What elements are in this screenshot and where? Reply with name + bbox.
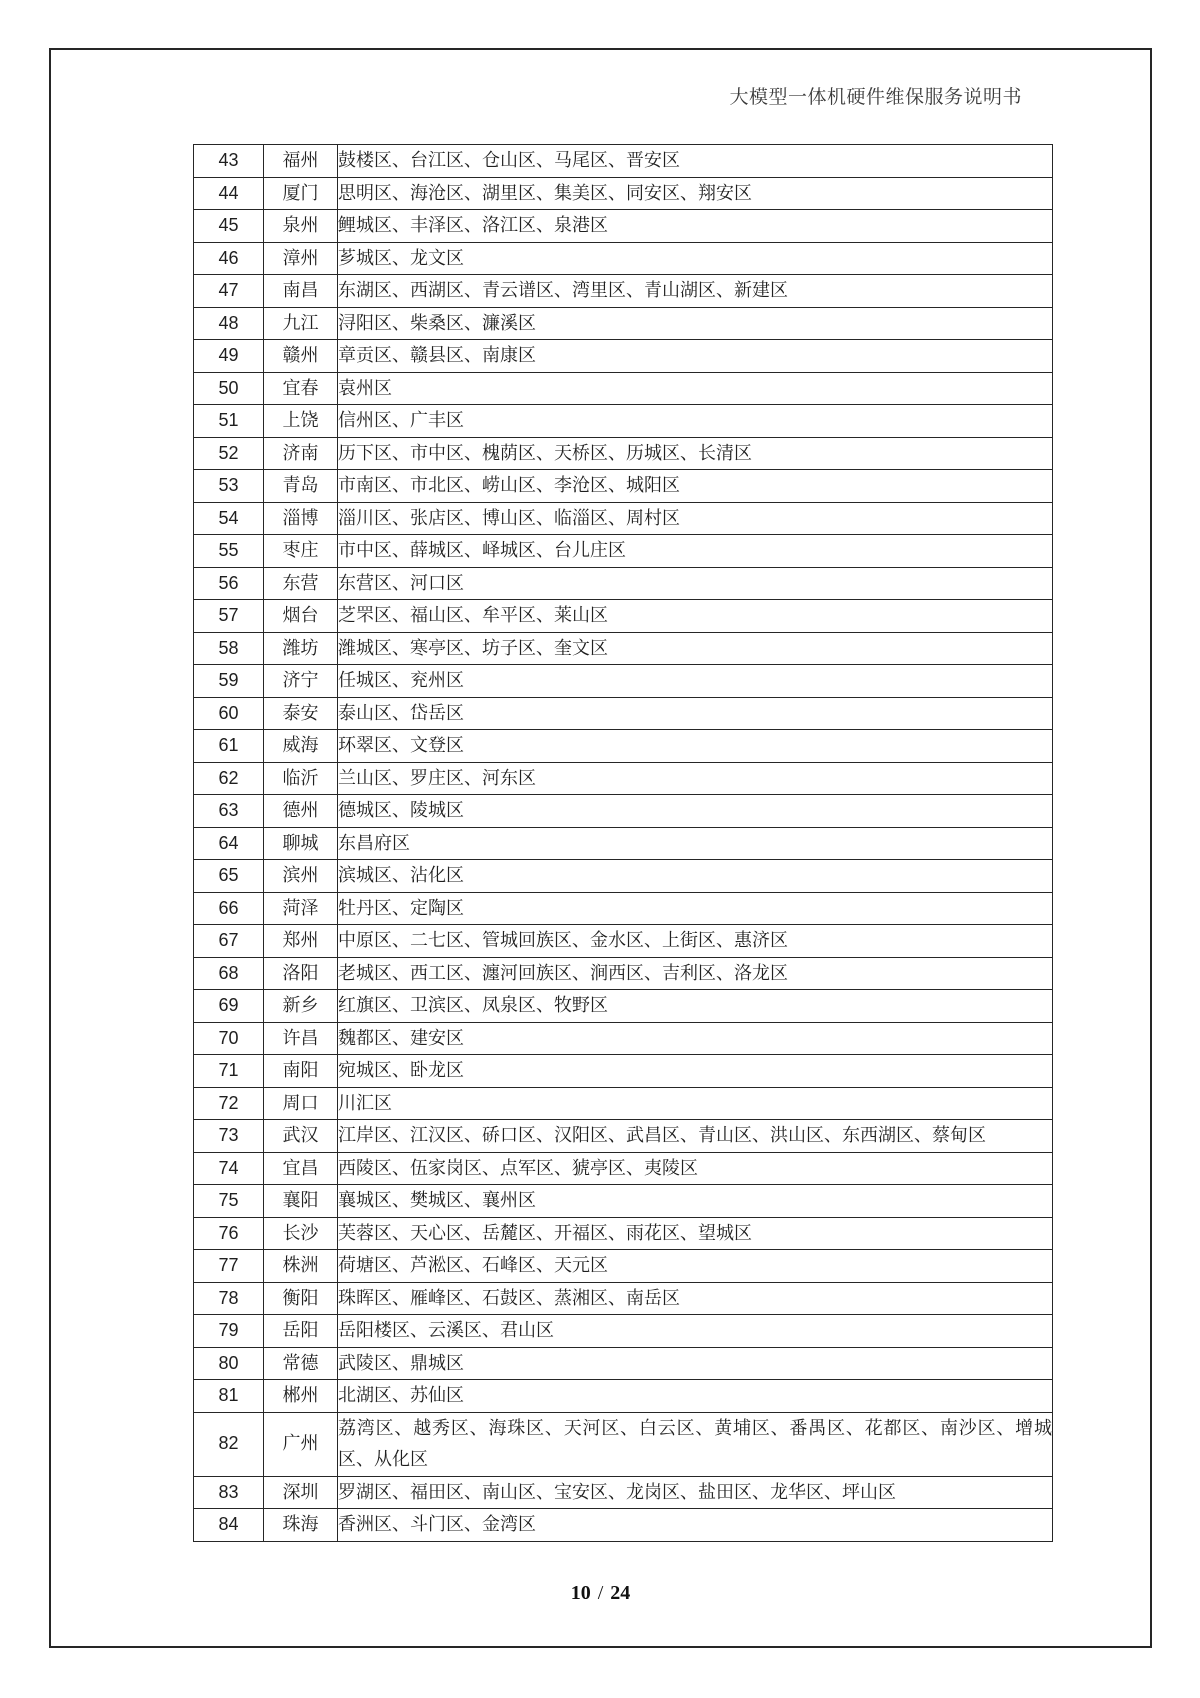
table-row bbox=[194, 1380, 1053, 1413]
table-row bbox=[194, 697, 1053, 730]
table-row bbox=[194, 827, 1053, 860]
row-number-cell: 75 bbox=[194, 1185, 264, 1218]
row-districts-cell: 芙蓉区、天心区、岳麓区、开福区、雨花区、望城区 bbox=[338, 1217, 1053, 1250]
row-districts-cell: 老城区、西工区、瀍河回族区、涧西区、吉利区、洛龙区 bbox=[338, 957, 1053, 990]
table-row bbox=[194, 1022, 1053, 1055]
row-city-cell: 厦门 bbox=[264, 177, 338, 210]
row-number-cell: 49 bbox=[194, 340, 264, 373]
city-district-table bbox=[193, 144, 1053, 1542]
table-row bbox=[194, 600, 1053, 633]
table-row bbox=[194, 1315, 1053, 1348]
row-number-cell: 66 bbox=[194, 892, 264, 925]
row-districts-cell: 袁州区 bbox=[338, 372, 1053, 405]
row-number-cell: 63 bbox=[194, 795, 264, 828]
row-number-cell: 56 bbox=[194, 567, 264, 600]
row-city-cell: 福州 bbox=[264, 145, 338, 178]
row-districts-cell: 珠晖区、雁峰区、石鼓区、蒸湘区、南岳区 bbox=[338, 1282, 1053, 1315]
table-row bbox=[194, 1412, 1053, 1476]
row-districts-cell: 北湖区、苏仙区 bbox=[338, 1380, 1053, 1413]
table-row bbox=[194, 372, 1053, 405]
row-districts-cell: 襄城区、樊城区、襄州区 bbox=[338, 1185, 1053, 1218]
row-districts-cell: 德城区、陵城区 bbox=[338, 795, 1053, 828]
row-districts-cell: 宛城区、卧龙区 bbox=[338, 1055, 1053, 1088]
row-districts-cell: 武陵区、鼎城区 bbox=[338, 1347, 1053, 1380]
row-number-cell: 72 bbox=[194, 1087, 264, 1120]
row-districts-cell: 任城区、兖州区 bbox=[338, 665, 1053, 698]
row-city-cell: 珠海 bbox=[264, 1509, 338, 1542]
table-row bbox=[194, 1250, 1053, 1283]
row-districts-cell: 章贡区、赣县区、南康区 bbox=[338, 340, 1053, 373]
table-row bbox=[194, 1152, 1053, 1185]
row-districts-cell: 红旗区、卫滨区、凤泉区、牧野区 bbox=[338, 990, 1053, 1023]
row-city-cell: 许昌 bbox=[264, 1022, 338, 1055]
table-row bbox=[194, 340, 1053, 373]
row-number-cell: 45 bbox=[194, 210, 264, 243]
row-city-cell: 洛阳 bbox=[264, 957, 338, 990]
row-city-cell: 滨州 bbox=[264, 860, 338, 893]
row-number-cell: 46 bbox=[194, 242, 264, 275]
row-number-cell: 74 bbox=[194, 1152, 264, 1185]
row-districts-cell: 芗城区、龙文区 bbox=[338, 242, 1053, 275]
row-city-cell: 东营 bbox=[264, 567, 338, 600]
row-districts-cell: 滨城区、沾化区 bbox=[338, 860, 1053, 893]
row-number-cell: 44 bbox=[194, 177, 264, 210]
row-city-cell: 烟台 bbox=[264, 600, 338, 633]
row-city-cell: 新乡 bbox=[264, 990, 338, 1023]
row-number-cell: 73 bbox=[194, 1120, 264, 1153]
row-city-cell: 南昌 bbox=[264, 275, 338, 308]
row-number-cell: 64 bbox=[194, 827, 264, 860]
row-districts-cell: 泰山区、岱岳区 bbox=[338, 697, 1053, 730]
row-districts-cell: 鼓楼区、台江区、仓山区、马尾区、晋安区 bbox=[338, 145, 1053, 178]
row-number-cell: 84 bbox=[194, 1509, 264, 1542]
row-city-cell: 泰安 bbox=[264, 697, 338, 730]
row-districts-cell: 西陵区、伍家岗区、点军区、猇亭区、夷陵区 bbox=[338, 1152, 1053, 1185]
row-districts-cell: 市中区、薛城区、峄城区、台儿庄区 bbox=[338, 535, 1053, 568]
page-footer bbox=[51, 1582, 1150, 1605]
row-districts-cell: 荔湾区、越秀区、海珠区、天河区、白云区、黄埔区、番禺区、花都区、南沙区、增城区、从化区 bbox=[338, 1412, 1053, 1476]
table-row bbox=[194, 307, 1053, 340]
table-row bbox=[194, 567, 1053, 600]
row-city-cell: 漳州 bbox=[264, 242, 338, 275]
row-number-cell: 58 bbox=[194, 632, 264, 665]
row-number-cell: 68 bbox=[194, 957, 264, 990]
table-row bbox=[194, 437, 1053, 470]
row-districts-cell: 东湖区、西湖区、青云谱区、湾里区、青山湖区、新建区 bbox=[338, 275, 1053, 308]
city-district-table-body bbox=[194, 145, 1053, 1542]
row-number-cell: 80 bbox=[194, 1347, 264, 1380]
row-city-cell: 广州 bbox=[264, 1412, 338, 1476]
row-districts-cell: 罗湖区、福田区、南山区、宝安区、龙岗区、盐田区、龙华区、坪山区 bbox=[338, 1476, 1053, 1509]
row-city-cell: 襄阳 bbox=[264, 1185, 338, 1218]
row-districts-cell: 香洲区、斗门区、金湾区 bbox=[338, 1509, 1053, 1542]
row-districts-cell: 环翠区、文登区 bbox=[338, 730, 1053, 763]
row-districts-cell: 淄川区、张店区、博山区、临淄区、周村区 bbox=[338, 502, 1053, 535]
row-districts-cell: 岳阳楼区、云溪区、君山区 bbox=[338, 1315, 1053, 1348]
row-districts-cell: 川汇区 bbox=[338, 1087, 1053, 1120]
table-row bbox=[194, 1120, 1053, 1153]
table-row bbox=[194, 177, 1053, 210]
table-row bbox=[194, 502, 1053, 535]
row-districts-cell: 浔阳区、柴桑区、濂溪区 bbox=[338, 307, 1053, 340]
page-number-total: 24 bbox=[610, 1582, 631, 1604]
row-number-cell: 62 bbox=[194, 762, 264, 795]
table-row bbox=[194, 762, 1053, 795]
row-city-cell: 德州 bbox=[264, 795, 338, 828]
row-city-cell: 长沙 bbox=[264, 1217, 338, 1250]
row-number-cell: 83 bbox=[194, 1476, 264, 1509]
row-city-cell: 济南 bbox=[264, 437, 338, 470]
row-number-cell: 48 bbox=[194, 307, 264, 340]
table-row bbox=[194, 1509, 1053, 1542]
table-row bbox=[194, 1476, 1053, 1509]
row-districts-cell: 鲤城区、丰泽区、洛江区、泉港区 bbox=[338, 210, 1053, 243]
table-row bbox=[194, 957, 1053, 990]
row-city-cell: 枣庄 bbox=[264, 535, 338, 568]
row-districts-cell: 中原区、二七区、管城回族区、金水区、上街区、惠济区 bbox=[338, 925, 1053, 958]
row-number-cell: 54 bbox=[194, 502, 264, 535]
table-row bbox=[194, 275, 1053, 308]
row-city-cell: 赣州 bbox=[264, 340, 338, 373]
table-row bbox=[194, 1347, 1053, 1380]
row-city-cell: 威海 bbox=[264, 730, 338, 763]
row-number-cell: 77 bbox=[194, 1250, 264, 1283]
row-number-cell: 67 bbox=[194, 925, 264, 958]
table-row bbox=[194, 210, 1053, 243]
table-row bbox=[194, 892, 1053, 925]
table-row bbox=[194, 470, 1053, 503]
row-city-cell: 常德 bbox=[264, 1347, 338, 1380]
row-city-cell: 周口 bbox=[264, 1087, 338, 1120]
row-city-cell: 郑州 bbox=[264, 925, 338, 958]
row-city-cell: 青岛 bbox=[264, 470, 338, 503]
row-districts-cell: 潍城区、寒亭区、坊子区、奎文区 bbox=[338, 632, 1053, 665]
row-city-cell: 宜昌 bbox=[264, 1152, 338, 1185]
table-row bbox=[194, 1282, 1053, 1315]
row-city-cell: 深圳 bbox=[264, 1476, 338, 1509]
table-row bbox=[194, 632, 1053, 665]
row-city-cell: 岳阳 bbox=[264, 1315, 338, 1348]
row-city-cell: 宜春 bbox=[264, 372, 338, 405]
row-number-cell: 71 bbox=[194, 1055, 264, 1088]
row-city-cell: 聊城 bbox=[264, 827, 338, 860]
row-number-cell: 55 bbox=[194, 535, 264, 568]
table-row bbox=[194, 1087, 1053, 1120]
row-number-cell: 70 bbox=[194, 1022, 264, 1055]
table-row bbox=[194, 860, 1053, 893]
table-row bbox=[194, 1185, 1053, 1218]
row-number-cell: 52 bbox=[194, 437, 264, 470]
row-city-cell: 南阳 bbox=[264, 1055, 338, 1088]
row-number-cell: 43 bbox=[194, 145, 264, 178]
table-row bbox=[194, 145, 1053, 178]
row-districts-cell: 兰山区、罗庄区、河东区 bbox=[338, 762, 1053, 795]
page-border-frame bbox=[49, 48, 1152, 1648]
row-districts-cell: 信州区、广丰区 bbox=[338, 405, 1053, 438]
page-number-current: 10 bbox=[570, 1582, 591, 1604]
row-number-cell: 61 bbox=[194, 730, 264, 763]
table-row bbox=[194, 1055, 1053, 1088]
table-row bbox=[194, 405, 1053, 438]
row-city-cell: 武汉 bbox=[264, 1120, 338, 1153]
row-city-cell: 郴州 bbox=[264, 1380, 338, 1413]
row-number-cell: 65 bbox=[194, 860, 264, 893]
table-row bbox=[194, 795, 1053, 828]
table-row bbox=[194, 730, 1053, 763]
table-row bbox=[194, 665, 1053, 698]
row-city-cell: 菏泽 bbox=[264, 892, 338, 925]
row-number-cell: 47 bbox=[194, 275, 264, 308]
table-row bbox=[194, 990, 1053, 1023]
row-city-cell: 上饶 bbox=[264, 405, 338, 438]
table-row bbox=[194, 242, 1053, 275]
row-city-cell: 临沂 bbox=[264, 762, 338, 795]
document-header-title: 大模型一体机硬件维保服务说明书 bbox=[729, 87, 1022, 108]
row-number-cell: 76 bbox=[194, 1217, 264, 1250]
row-number-cell: 59 bbox=[194, 665, 264, 698]
row-number-cell: 60 bbox=[194, 697, 264, 730]
row-districts-cell: 芝罘区、福山区、牟平区、莱山区 bbox=[338, 600, 1053, 633]
row-number-cell: 51 bbox=[194, 405, 264, 438]
row-city-cell: 济宁 bbox=[264, 665, 338, 698]
row-city-cell: 株洲 bbox=[264, 1250, 338, 1283]
table-row bbox=[194, 535, 1053, 568]
row-number-cell: 69 bbox=[194, 990, 264, 1023]
row-districts-cell: 思明区、海沧区、湖里区、集美区、同安区、翔安区 bbox=[338, 177, 1053, 210]
row-number-cell: 78 bbox=[194, 1282, 264, 1315]
row-districts-cell: 魏都区、建安区 bbox=[338, 1022, 1053, 1055]
table-row bbox=[194, 1217, 1053, 1250]
row-districts-cell: 荷塘区、芦淞区、石峰区、天元区 bbox=[338, 1250, 1053, 1283]
page-number-separator: / bbox=[597, 1582, 604, 1604]
row-number-cell: 81 bbox=[194, 1380, 264, 1413]
row-number-cell: 79 bbox=[194, 1315, 264, 1348]
row-number-cell: 82 bbox=[194, 1412, 264, 1476]
row-districts-cell: 牡丹区、定陶区 bbox=[338, 892, 1053, 925]
row-number-cell: 57 bbox=[194, 600, 264, 633]
row-districts-cell: 江岸区、江汉区、硚口区、汉阳区、武昌区、青山区、洪山区、东西湖区、蔡甸区 bbox=[338, 1120, 1053, 1153]
row-city-cell: 潍坊 bbox=[264, 632, 338, 665]
row-city-cell: 衡阳 bbox=[264, 1282, 338, 1315]
row-districts-cell: 东营区、河口区 bbox=[338, 567, 1053, 600]
row-number-cell: 50 bbox=[194, 372, 264, 405]
row-city-cell: 九江 bbox=[264, 307, 338, 340]
row-city-cell: 泉州 bbox=[264, 210, 338, 243]
row-districts-cell: 历下区、市中区、槐荫区、天桥区、历城区、长清区 bbox=[338, 437, 1053, 470]
table-row bbox=[194, 925, 1053, 958]
row-districts-cell: 市南区、市北区、崂山区、李沧区、城阳区 bbox=[338, 470, 1053, 503]
row-number-cell: 53 bbox=[194, 470, 264, 503]
row-districts-cell: 东昌府区 bbox=[338, 827, 1053, 860]
row-city-cell: 淄博 bbox=[264, 502, 338, 535]
